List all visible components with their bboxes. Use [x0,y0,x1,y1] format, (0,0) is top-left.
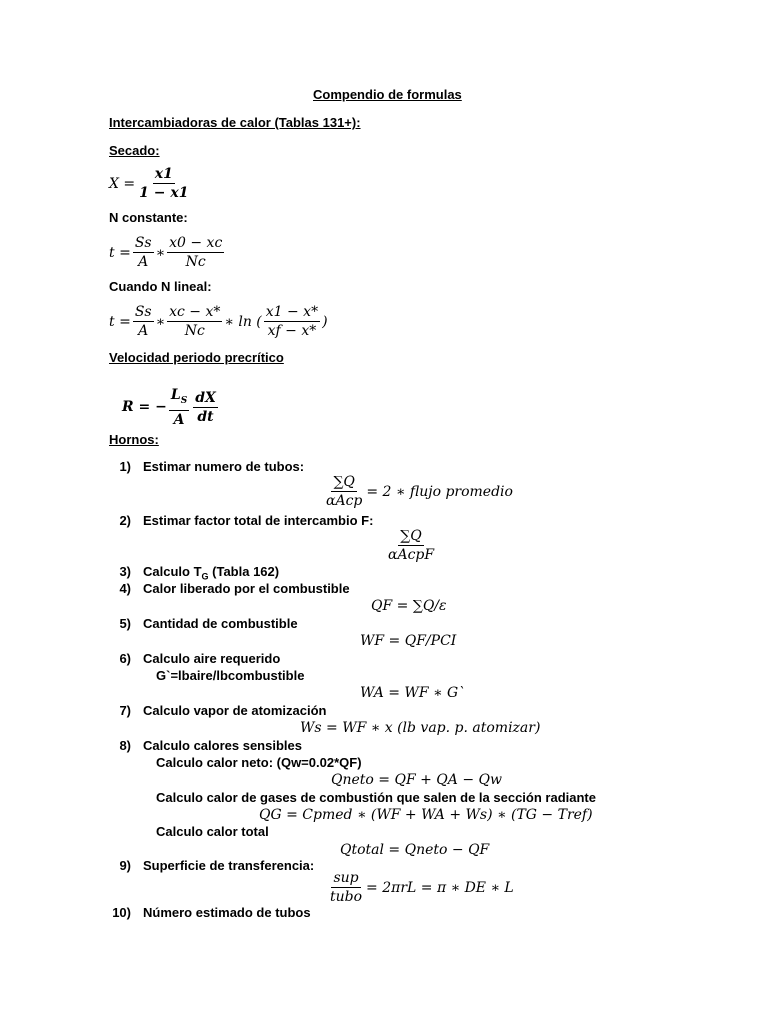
fraction-numerator: sup [333,870,359,886]
fraction-denominator: 1 − x1 [139,185,189,201]
formula-step-6: WA = WF ∗ G` [360,685,466,701]
formula-humidity [109,166,192,201]
formula-step-7: Ws = WF ∗ x (lb vap. p. atomizar) [300,720,541,736]
formula-step-2 [384,528,438,563]
subheading-n-lineal: Cuando N lineal: [109,279,212,294]
page-title: Compendio de formulas [313,87,462,102]
calor-gases-line: Calculo calor de gases de combustión que salen de la sección radiante [156,790,596,805]
fraction-denominator: dt [197,408,214,425]
formula-lhs: X = [109,175,136,192]
section-heading-hornos: Hornos: [109,432,159,447]
step-text: Calculo aire requerido [143,651,281,666]
step-text-tail: (Tabla 162) [208,564,280,579]
step-number: 8) [119,738,131,753]
hornos-step-6 [109,651,280,666]
hornos-step-8 [109,738,302,753]
hornos-step-10 [109,905,311,920]
step-text: Calculo calores sensibles [143,738,302,753]
fraction-denominator: A [138,323,149,339]
step-number: 5) [119,616,131,631]
step-subscript: G [201,571,209,582]
fraction-numerator: x1 [154,166,173,182]
fraction-denominator: xf − x* [267,323,317,339]
fraction-numerator: x1 − x* [265,304,319,320]
subheading-velocidad: Velocidad periodo precrítico [109,350,284,365]
section-heading-intercambiadoras: Intercambiadoras de calor (Tablas 131+): [109,115,361,130]
fraction-denominator: A [138,254,149,270]
step-text: Estimar numero de tubos: [143,459,305,474]
g-definition: G`=lbaire/lbcombustible [156,668,305,683]
fraction-numerator: L [170,387,181,403]
hornos-step-9 [109,858,314,873]
step-number: 10) [112,905,131,920]
formula-rate [122,387,220,428]
step-text: Cantidad de combustible [143,616,298,631]
step-number: 9) [119,858,131,873]
hornos-step-3 [109,564,279,582]
multiply-symbol: ∗ [155,244,166,261]
hornos-step-5 [109,616,298,631]
fraction-numerator: Ss [134,304,152,320]
calor-total-line: Calculo calor total [156,824,269,839]
step-text: Calculo vapor de atomización [143,703,327,718]
formula-rhs: = 2πrL = π ∗ DE ∗ L [366,879,514,896]
formula-calor-total: Qtotal = Qneto − QF [340,842,490,858]
fraction-denominator: tubo [330,889,363,905]
fraction-numerator: x0 − xc [169,235,223,251]
fraction-denominator: Nc [185,254,206,270]
calor-neto-line: Calculo calor neto: (Qw=0.02*QF) [156,755,362,770]
formula-time-linear [109,304,328,339]
step-number: 4) [119,581,131,596]
step-text: Superficie de transferencia: [143,858,315,873]
step-number: 3) [119,564,131,579]
multiply-symbol: ∗ [155,313,166,330]
fraction-denominator: αAcp [326,493,363,509]
formula-step-5: WF = QF/PCI [360,633,457,649]
formula-calor-neto: Qneto = QF + QA − Qw [331,772,502,788]
formula-time-constant [109,235,226,270]
fraction-numerator: ∑Q [400,528,422,544]
ln-operator: ∗ ln ( [224,313,262,330]
step-number: 6) [119,651,131,666]
formula-calor-gases: QG = Cpmed ∗ (WF + WA + Ws) ∗ (TG − Tref) [259,807,593,823]
hornos-step-2 [109,513,373,528]
subscript: S [180,395,188,406]
hornos-step-1 [109,459,304,474]
fraction-numerator: dX [195,389,216,406]
step-text: Calor liberado por el combustible [143,581,350,596]
subheading-n-constante: N constante: [109,210,188,225]
step-text: Número estimado de tubos [143,905,311,920]
step-number: 1) [119,459,131,474]
formula-lhs: R = − [122,399,167,416]
step-number: 7) [119,703,131,718]
formula-lhs: t = [109,313,131,330]
formula-step-1 [322,474,513,509]
step-text: Calculo T [143,564,202,579]
fraction-denominator: Nc [184,323,205,339]
section-heading-secado: Secado: [109,143,160,158]
fraction-denominator: αAcpF [388,547,435,563]
hornos-step-4 [109,581,350,596]
fraction-numerator: ∑Q [333,474,355,490]
hornos-step-7 [109,703,327,718]
fraction-numerator: xc − x* [169,304,221,320]
closing-parenthesis: ) [322,313,328,330]
fraction-numerator: Ss [134,235,152,251]
formula-step-9 [326,870,514,905]
formula-step-4: QF = ∑Q/ε [371,598,447,614]
step-number: 2) [119,513,131,528]
step-text: Estimar factor total de intercambio F: [143,513,374,528]
fraction-denominator: A [173,411,185,428]
formula-rhs: = 2 ∗ flujo promedio [366,483,513,500]
formula-lhs: t = [109,244,131,261]
